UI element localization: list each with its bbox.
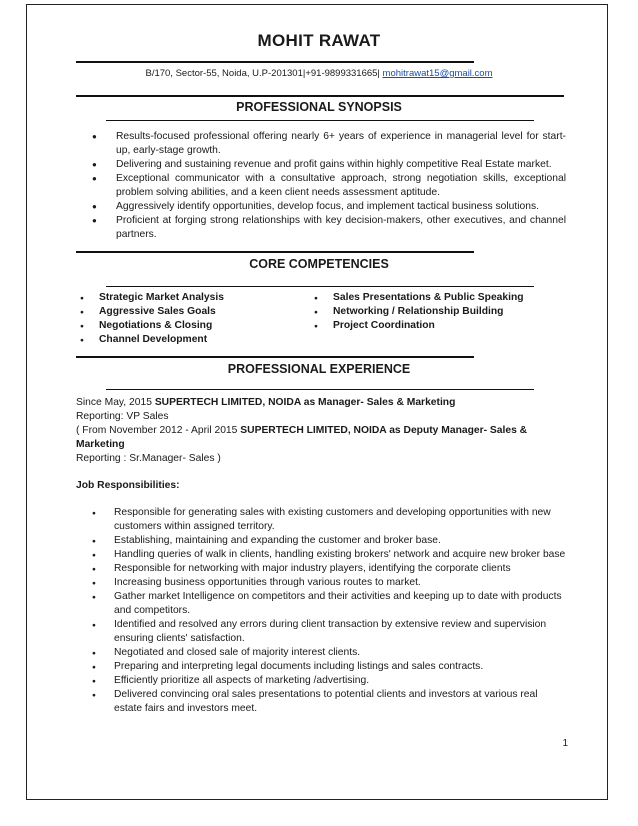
job2-title-cont: Marketing [76,439,125,450]
synopsis-item: ● Proficient at forging strong relationships with key decision-makers, other executives, and channel partners. [92,214,566,242]
synopsis-item: ● Exceptional communicator with a consultative approach, strong negotiation skills, exceptional problem solving abilities, and a keen client needs assessment aptitude. [92,172,566,200]
competency-item: ● Strategic Market Analysis [76,291,306,305]
competency-item: ● Aggressive Sales Goals [76,305,306,319]
synopsis-divider [76,251,474,253]
responsibility-item: ● Responsible for generating sales with existing customers and developing opportunities with new customers within assigned territory. [76,506,568,534]
responsibilities-list [76,506,568,716]
responsibility-item: ● Responsible for networking with major industry players, identifying the corporate clients [76,562,568,576]
job1-period: Since May, 2015 [76,397,152,408]
synopsis-title: PROFESSIONAL SYNOPSIS [236,100,402,114]
contact-divider [76,95,564,97]
competencies-title: CORE COMPETENCIES [249,257,389,271]
synopsis-item: ● Delivering and sustaining revenue and profit gains within highly competitive Real Estate market. [92,158,566,172]
competency-item: ● Negotiations & Closing [76,319,306,333]
responsibility-item: ● Identified and resolved any errors during client transaction by extensive review and supervision ensuring clients' satisfaction. [76,618,568,646]
experience-title-underline [106,389,534,390]
job2-period: ( From November 2012 - April 2015 [76,425,238,436]
responsibility-item: ● Negotiated and closed sale of majority interest clients. [76,646,568,660]
job2-line [76,424,527,438]
responsibility-item: ● Efficiently prioritize all aspects of marketing /advertising. [76,674,568,688]
job2-title: SUPERTECH LIMITED, NOIDA as Deputy Manager- Sales & [240,425,528,436]
competencies-divider [76,356,474,358]
competencies-left-list [76,291,306,347]
email-link[interactable]: mohitrawat15@gmail.com [382,68,493,79]
candidate-name: MOHIT RAWAT [257,31,381,50]
page-number: 1 [562,738,568,749]
competency-item: ● Networking / Relationship Building [310,305,570,319]
experience-title: PROFESSIONAL EXPERIENCE [227,362,411,376]
competencies-right-list [310,291,570,333]
responsibilities-title: Job Responsibilities: [76,480,180,491]
job1-title: SUPERTECH LIMITED, NOIDA as Manager- Sales & Marketing [154,397,456,408]
synopsis-item: ● Aggressively identify opportunities, develop focus, and implement tactical business solutions. [92,200,566,214]
responsibility-item: ● Increasing business opportunities through various routes to market. [76,576,568,590]
contact-line [0,68,638,79]
job1-reporting: Reporting: VP Sales [76,411,169,422]
competency-item: ● Project Coordination [310,319,570,333]
name-underline [76,61,474,63]
job1-line [76,396,455,410]
competency-item: ● Sales Presentations & Public Speaking [310,291,570,305]
job2-reporting: Reporting : Sr.Manager- Sales ) [76,453,221,464]
responsibility-item: ● Handling queries of walk in clients, handling existing brokers' network and acquire new broker base [76,548,568,562]
competencies-title-underline [106,286,534,287]
contact-address-phone: B/170, Sector-55, Noida, U.P-201301|+91-9899331665| [145,68,380,79]
synopsis-item: ● Results-focused professional offering nearly 6+ years of experience in managerial level for start-up, early-stage growth. [92,130,566,158]
responsibility-item: ● Delivered convincing oral sales presentations to potential clients and investors at various real estate fairs and investors meet. [76,688,568,716]
synopsis-list [92,130,566,242]
responsibility-item: ● Preparing and interpreting legal documents including listings and sales contracts. [76,660,568,674]
responsibility-item: ● Establishing, maintaining and expanding the customer and broker base. [76,534,568,548]
synopsis-title-underline [106,120,534,121]
competency-item: ● Channel Development [76,333,306,347]
responsibility-item: ● Gather market Intelligence on competitors and their activities and keeping up to date with products and competitors. [76,590,568,618]
